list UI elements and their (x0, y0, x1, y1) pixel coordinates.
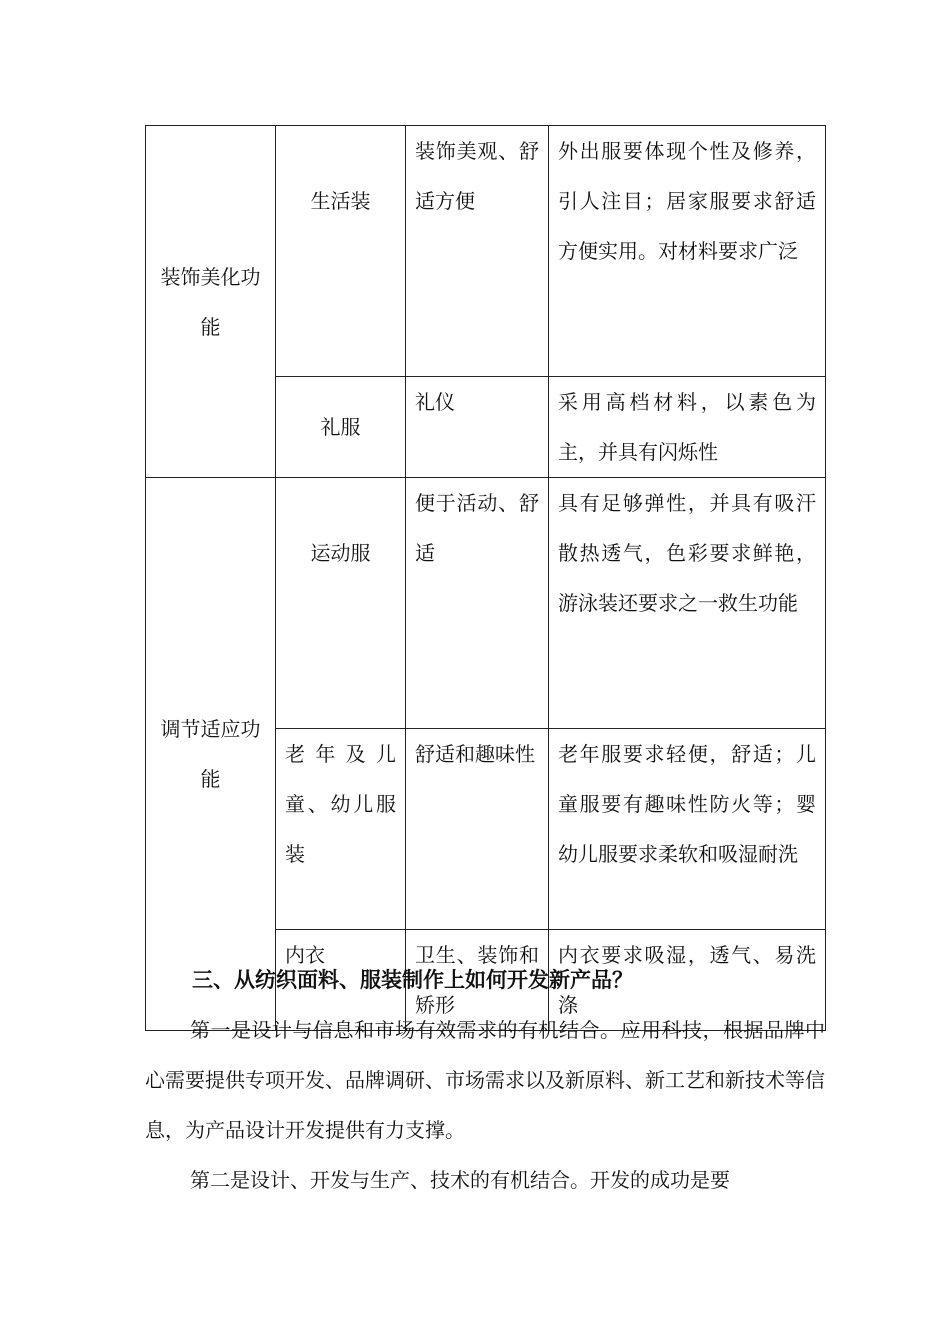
table-row (146, 478, 826, 729)
type-cell: 运动服 (276, 478, 406, 729)
description-cell: 采用高档材料，以素色为主，并具有闪烁性 (549, 377, 826, 478)
paragraph: 第二是设计、开发与生产、技术的有机结合。开发的成功是要 (190, 1168, 730, 1192)
type-cell: 老年及儿童、幼儿服装 (276, 729, 406, 930)
description-cell: 老年服要求轻便，舒适；儿童服要有趣味性防火等；婴幼儿服要求柔软和吸湿耐洗 (549, 729, 826, 930)
function-cell: 调节适应功能 (146, 478, 276, 1031)
section-heading: 三、从纺织面料、服装制作上如何开发新产品？ (192, 967, 633, 992)
requirement-cell: 装饰美观、舒适方便 (406, 126, 549, 377)
type-cell: 内衣 (276, 930, 406, 1031)
table-row (146, 126, 826, 377)
type-cell: 生活装 (276, 126, 406, 377)
requirement-cell: 舒适和趣味性 (406, 729, 549, 930)
description-cell: 外出服要体现个性及修养，引人注目；居家服要求舒适方便实用。对材料要求广泛 (549, 126, 826, 377)
description-cell: 具有足够弹性，并具有吸汗散热透气，色彩要求鲜艳，游泳装还要求之一救生功能 (549, 478, 826, 729)
requirement-cell: 便于活动、舒适 (406, 478, 549, 729)
function-cell: 装饰美化功能 (146, 126, 276, 478)
description-cell: 内衣要求吸湿，透气、易洗涤 (549, 930, 826, 1031)
paragraph: 第一是设计与信息和市场有效需求的有机结合。应用科技，根据品牌中心需要提供专项开发、品牌调研、市场需求以及新原料、新工艺和新技术等信息，为产品设计开发提供有力支撑。 (145, 1018, 825, 1142)
requirement-cell: 卫生、装饰和矫形 (406, 930, 549, 1031)
type-cell: 礼服 (276, 377, 406, 478)
function-table (145, 125, 826, 1031)
requirement-cell: 礼仪 (406, 377, 549, 478)
